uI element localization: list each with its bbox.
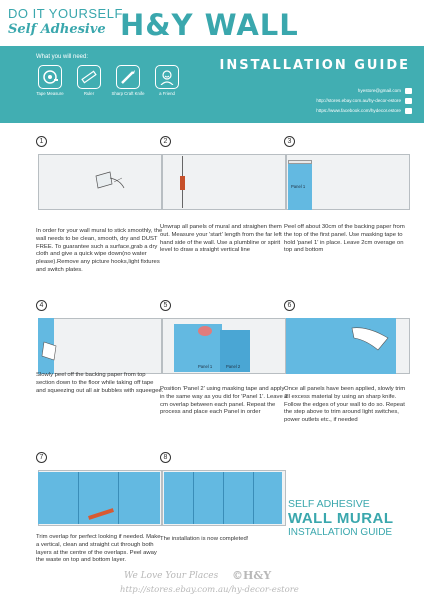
tools-list: [36, 65, 181, 96]
step-number: 5: [160, 300, 171, 311]
panel-1-label: Panel 1: [198, 364, 213, 369]
cloth-hand-icon: [92, 170, 126, 194]
self-adhesive-title: Self Adhesive: [8, 22, 106, 37]
step-text: Trim overlap for perfect looking if needed. Make a vertical, clean and straight cut through both layers at the centre of the overlaps. Peel away the waste on top and bottom layer.: [36, 534, 161, 564]
step-4: [36, 300, 164, 440]
step-1: [36, 136, 164, 296]
step-3-illustration: [284, 140, 412, 206]
tool-label: Ruler: [83, 91, 95, 96]
step-number: 4: [36, 300, 47, 311]
step-7-illustration: [36, 456, 164, 522]
final-title-line-1: SELF ADHESIVE: [288, 498, 370, 510]
footer-brand: ©H&Y: [232, 569, 272, 582]
footer: [0, 560, 424, 600]
email-text[interactable]: hyestore@gmail.com: [357, 88, 401, 93]
step-6-illustration: [284, 304, 412, 370]
step-5-illustration: [160, 304, 288, 370]
tool-label: a Friend: [159, 91, 175, 96]
step-number: 8: [160, 452, 171, 463]
tool-craft-knife: [111, 65, 145, 96]
squeegee-hand-icon: [40, 340, 64, 366]
ruler-icon: [77, 65, 101, 89]
step-number: 7: [36, 452, 47, 463]
tool-label: Tape Measure: [36, 91, 64, 96]
craft-knife-icon: [116, 65, 140, 89]
ebay-link[interactable]: http://stores.ebay.com.au/hy-decor-estore: [316, 98, 401, 103]
step-4-illustration: [36, 304, 164, 370]
facebook-link[interactable]: https://www.facebook.com/hydecor.estore: [316, 108, 401, 113]
step-2-illustration: [160, 140, 288, 206]
trimming-hand-icon: [348, 324, 394, 354]
step-text: Peel off about 30cm of the backing paper from the top of the first panel. Use masking tape to hold 'panel 1' in place. Leave 2cm overage on top and bottom: [284, 224, 405, 254]
panel-1-label: Panel 1: [291, 184, 306, 189]
brand-title: H&Y WALL: [120, 8, 299, 42]
installation-guide-title: INSTALLATION GUIDE: [219, 58, 410, 73]
panel-2-label: Panel 2: [226, 364, 241, 369]
contacts: [316, 86, 412, 116]
step-8: [160, 452, 288, 562]
diy-title: DO IT YOURSELF: [8, 6, 123, 21]
tool-ruler: [75, 65, 103, 96]
step-text: Position 'Panel 2' using masking tape and apply in the same way as you did for 'Panel 1'. Leave 2 cm overlap between each panel. Repeat the process and place each Panel in order: [160, 386, 288, 416]
footer-slogan: We Love Your Places: [124, 571, 219, 581]
final-title-block: [288, 498, 408, 538]
tool-label: Sharp Craft Knife: [111, 91, 145, 96]
tool-tape-measure: [36, 65, 64, 96]
step-3: [284, 136, 412, 296]
final-title-line-3: INSTALLATION GUIDE: [288, 527, 393, 538]
step-2: [160, 136, 288, 296]
tool-friend: [153, 65, 181, 96]
step-number: 1: [36, 136, 47, 147]
step-text: Unwrap all panels of mural and straighen them out. Measure your 'start' length from the far left hand side of the wall. Use a plumbline or spirit level to draw a straight vertical line: [160, 224, 282, 254]
ebay-icon: [405, 98, 412, 104]
header: [0, 0, 424, 46]
step-text: Slowly peel off the backing paper from top section down to the floor while taking off tape and squeezing out all air bubbles with squeegee.: [36, 372, 164, 394]
email-icon: [405, 88, 412, 94]
contact-ebay[interactable]: [316, 96, 412, 106]
tape-measure-icon: [38, 65, 62, 89]
step-6: [284, 300, 412, 440]
step-1-illustration: [36, 140, 164, 206]
step-text: In order for your wall mural to stick smoothly, the wall needs to be clean, smooth, dry and DUST FREE. To guarantee such a surface,grab a dry cloth and give a quick wipe down(no water please).Remove any picture hooks,light fixtures and switch plates.: [36, 228, 163, 273]
step-text: The installation is now completed!: [160, 536, 249, 542]
friend-icon: [155, 65, 179, 89]
final-title-line-2: WALL MURAL: [288, 510, 394, 527]
facebook-icon: [405, 108, 412, 114]
step-number: 6: [284, 300, 295, 311]
contact-facebook[interactable]: [316, 106, 412, 116]
contact-email[interactable]: [316, 86, 412, 96]
step-text: Once all panels have been applied, slowly trim all excess material by using an sharp knife. Follow the edges of your wall to do so. Repeat the step above to trim around light switches, power outlets etc., if needed: [284, 386, 406, 424]
step-8-illustration: [160, 456, 288, 522]
footer-url[interactable]: http://stores.ebay.com.au/hy-decor-estore: [120, 585, 299, 595]
need-label: What you will need:: [36, 54, 89, 60]
step-number: 3: [284, 136, 295, 147]
step-number: 2: [160, 136, 171, 147]
step-5: [160, 300, 288, 440]
